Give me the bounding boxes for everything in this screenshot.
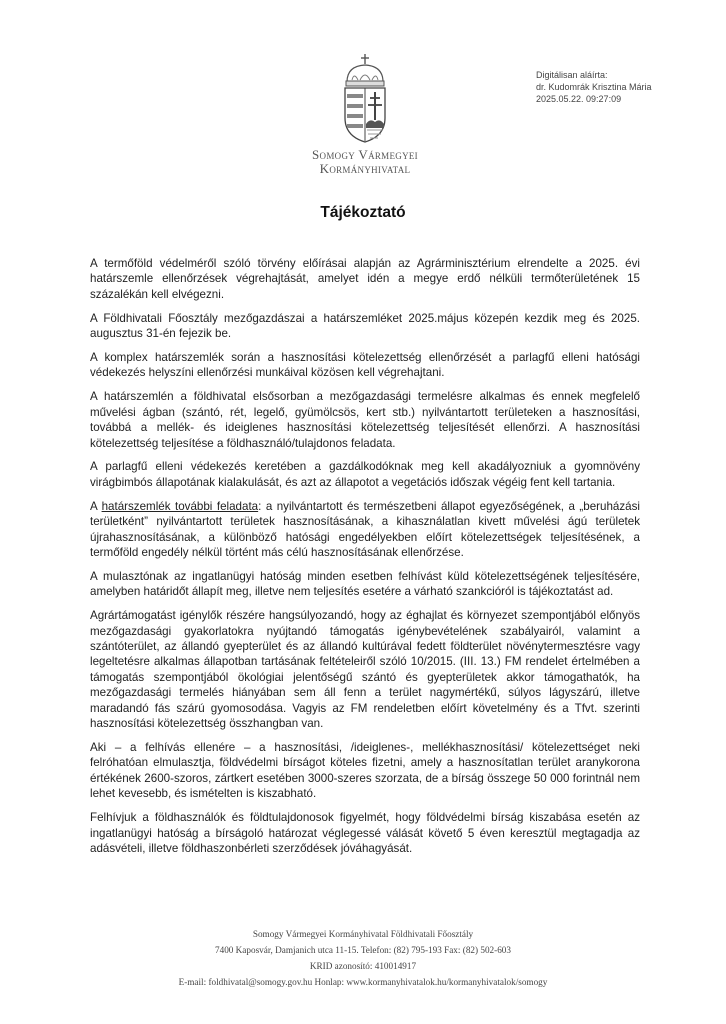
signature-signer: dr. Kudomrák Krisztina Mária (536, 82, 652, 92)
document-title: Tájékoztató (320, 204, 406, 221)
paragraph: A parlagfű elleni védekezés keretében a gazdálkodóknak meg kell akadályozniuk a gyomnövény virágbimbós állapotának kialakulását, és azt az állapotot a vegetációs időszak végéig fent kell tartania. (90, 460, 640, 489)
paragraph: Agrártámogatást igénylők részére hangsúlyozandó, hogy az éghajlat és környezet szempontjából előnyös mezőgazdasági gyakorlatokra nyújtandó támogatás igénybevételének szabályairól, valamint a szántóterület, az állandó gyepterület és az állandó kultúrával fedett földterület növénytermesztésre vagy legeltetésre alkalmas állapotban tartásának feltételeiről szóló 10/2015. (III. 13.) FM rendelet értelmében a támogatás szempontjából ökológiai jelentőségű szántó és gyepterületek akkor támogathatók, ha mezőgazdasági termelés hiányában sem áll fenn a terület nagymértékű, súlyos lágyszárú, illetve maradandó fás szárú gyomosodása. Vagyis az FM rendeletben előírt követelmény és a Tfvt. szerinti hasznosítási kötelezettség összhangban van. (90, 609, 640, 731)
paragraph: A Földhivatali Főosztály mezőgazdászai a határszemléket 2025.május közepén kezdik meg és 2025. augusztus 31-én fejezik be. (90, 311, 640, 341)
organization-name-line2: Kormányhivatal (319, 161, 411, 176)
tasks-text: : a nyilvántartott és természetbeni állapot egyezőségének, a „beruházási területként” nyilvántartott területek hasznosításának, a kihasználatlan kivett művelési ágú területek újrahasznosításának, a különböző hatósági engedélyekben előírt kötelezettségek teljesítésének, a termőföld engedély nélkül történt más célú hasznosításának ellenőrzése. (90, 499, 640, 559)
footer-krid: KRID azonosító: 410014917 (309, 961, 417, 971)
paragraph: A határszemlén a földhivatal elsősorban a mezőgazdasági termelésre alkalmas és ennek megfelelő művelési ágban (szántó, rét, legelő, gyümölcsös, kert stb.) nyilvántartott területeken a hasznosítási, továbbá a mellék- és ideiglenes hasznosítási kötelezettség teljesítését ellenőrzi. A hasznosítási kötelezettség teljesítése a földhasználó/tulajdonos feladata. (90, 390, 640, 450)
footer-contact-info (0, 926, 726, 990)
signature-datetime: 2025.05.22. 09:27:09 (536, 94, 622, 104)
hungarian-coat-of-arms-icon (340, 52, 390, 144)
paragraph: A mulasztónak az ingatlanügyi hatóság minden esetben felhívást küld kötelezettségének teljesítésére, amelyben határidőt állapít meg, illetve nem teljesítés esetére a várható szankcióról is tájékoztatást ad. (90, 569, 640, 599)
signature-label: Digitálisan aláírta: (536, 70, 608, 80)
tasks-heading: határszemlék további feladata (101, 499, 259, 513)
footer-department: Somogy Vármegyei Kormányhivatal Földhivatali Főosztály (252, 929, 474, 939)
paragraph: Aki – a felhívás ellenére – a hasznosítási, /ideiglenes-, mellékhasznosítási/ kötelezettséget neki felróhatóan elmulasztja, földvédelmi bírságot köteles fizetni, amely a hasznosítatlan terület aranykorona értékének 2600-szoros, zártkert esetében 3000-szeres szorzata, de a bírság összege 50 000 forintnál nem lehet kevesebb, és ismételten is kiszabható. (90, 740, 640, 801)
document-body (90, 256, 640, 865)
footer-address-phone: 7400 Kaposvár, Damjanich utca 11-15. Telefon: (82) 795-193 Fax: (82) 502-603 (215, 945, 511, 955)
digital-signature-block (536, 69, 652, 105)
organization-name-line1: Somogy Vármegyei (312, 147, 418, 162)
paragraph: A termőföld védelméről szóló törvény előírásai alapján az Agrárminisztérium elrendelte a 2025. évi határszemle ellenőrzések végrehajtását, amelyet idén a megye erdő nélküli termőterületének 15 százalékán kell elvégezni. (90, 257, 640, 301)
tasks-paragraph (90, 499, 640, 561)
footer-email-website: E-mail: foldhivatal@somogy.gov.hu Honlap: www.kormanyhivatalok.hu/kormanyhivatalok/somogy (178, 977, 548, 987)
tasks-prefix: A (90, 499, 102, 513)
paragraph: A komplex határszemlék során a hasznosítási kötelezettség ellenőrzését a parlagfű elleni hatósági védekezés helyszíni ellenőrzési munkáival közösen kell végrehajtani. (90, 351, 640, 380)
paragraph: Felhívjuk a földhasználók és földtulajdonosok figyelmét, hogy földvédelmi bírság kiszabása esetén az ingatlanügyi hatóság a bírságoló határozat véglegessé válását követő 5 éven keresztül megtagadja az adásvételi, illetve földhaszonbérleti szerződések jóváhagyását. (90, 811, 640, 855)
organization-name (270, 148, 460, 176)
